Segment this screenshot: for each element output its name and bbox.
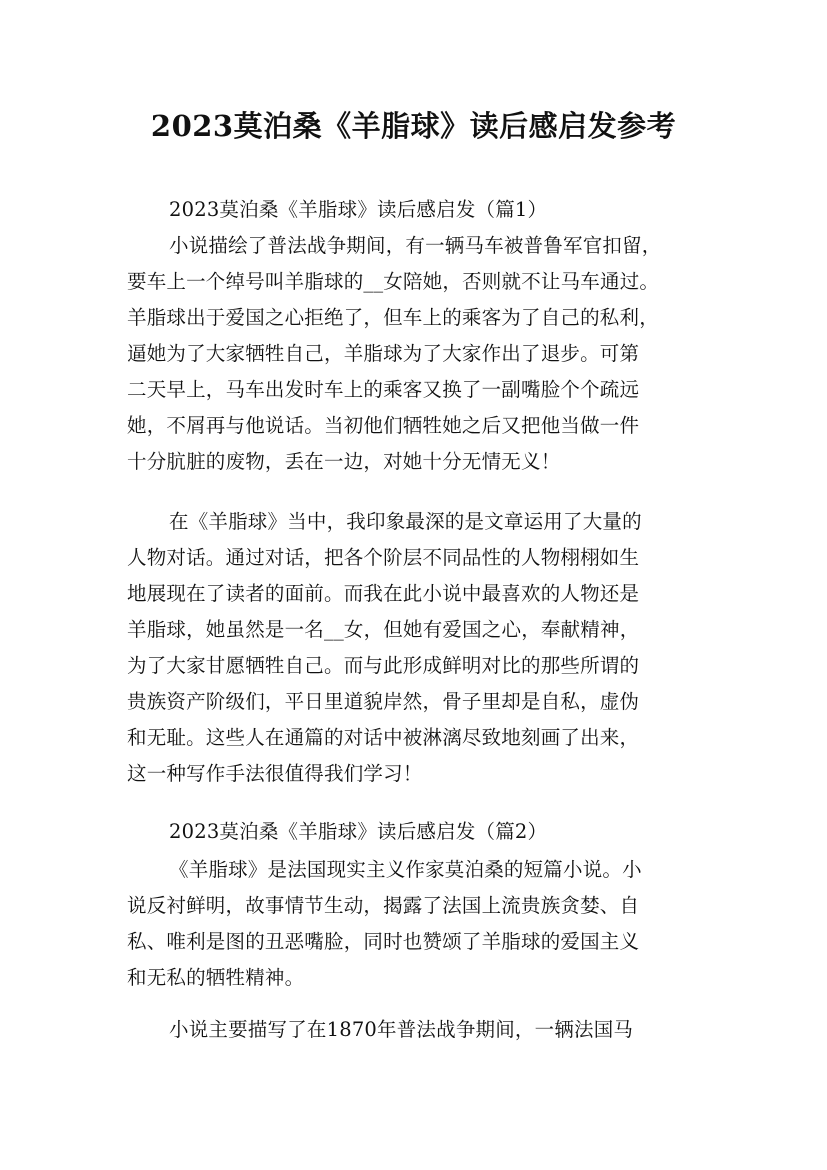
paragraph-line: 羊脂球，她虽然是一名__女，但她有爱国之心，奉献精神， — [127, 618, 640, 641]
paragraph-line: 《羊脂球》是法国现实主义作家莫泊桑的短篇小说。小 — [169, 858, 642, 881]
paragraph-line: 她，不屑再与他说话。当初他们牺牲她之后又把他当做一件 — [127, 414, 640, 437]
document-title: 2023莫泊桑《羊脂球》读后感启发参考 — [150, 109, 677, 143]
paragraph-line: 十分肮脏的废物，丢在一边，对她十分无情无义！ — [127, 450, 561, 473]
paragraph-line: 二天早上，马车出发时车上的乘客又换了一副嘴脸个个疏远 — [127, 378, 640, 401]
paragraph-line: 小说描绘了普法战争期间，有一辆马车被普鲁军官扣留， — [169, 234, 662, 257]
paragraph-line: 说反衬鲜明，故事情节生动，揭露了法国上流贵族贪婪、自 — [127, 894, 640, 917]
paragraph-line: 地展现在了读者的面前。而我在此小说中最喜欢的人物还是 — [127, 582, 640, 605]
document-body — [127, 193, 712, 1093]
section-heading-2: 2023莫泊桑《羊脂球》读后感启发（篇2） — [169, 820, 548, 843]
paragraph-line: 逼她为了大家牺牲自己，羊脂球为了大家作出了退步。可第 — [127, 342, 640, 365]
section-heading-1: 2023莫泊桑《羊脂球》读后感启发（篇1） — [169, 198, 548, 221]
paragraph-line: 和无耻。这些人在通篇的对话中被淋漓尽致地刻画了出来， — [127, 726, 640, 749]
paragraph-line: 私、唯利是图的丑恶嘴脸，同时也赞颂了羊脂球的爱国主义 — [127, 930, 640, 953]
paragraph-line: 在《羊脂球》当中，我印象最深的是文章运用了大量的 — [169, 510, 642, 533]
paragraph-line: 贵族资产阶级们，平日里道貌岸然，骨子里却是自私，虚伪 — [127, 690, 640, 713]
paragraph-line: 和无私的牺牲精神。 — [127, 966, 305, 989]
paragraph-line: 人物对话。通过对话，把各个阶层不同品性的人物栩栩如生 — [127, 546, 640, 569]
paragraph-line: 这一种写作手法很值得我们学习！ — [127, 762, 423, 785]
paragraph-line: 要车上一个绰号叫羊脂球的__女陪她，否则就不让马车通过。 — [127, 270, 660, 293]
paragraph-line: 为了大家甘愿牺牲自己。而与此形成鲜明对比的那些所谓的 — [127, 654, 640, 677]
paragraph-line: 羊脂球出于爱国之心拒绝了，但车上的乘客为了自己的私利， — [127, 306, 659, 329]
paragraph-line: 小说主要描写了在1870年普法战争期间，一辆法国马 — [169, 1018, 634, 1041]
